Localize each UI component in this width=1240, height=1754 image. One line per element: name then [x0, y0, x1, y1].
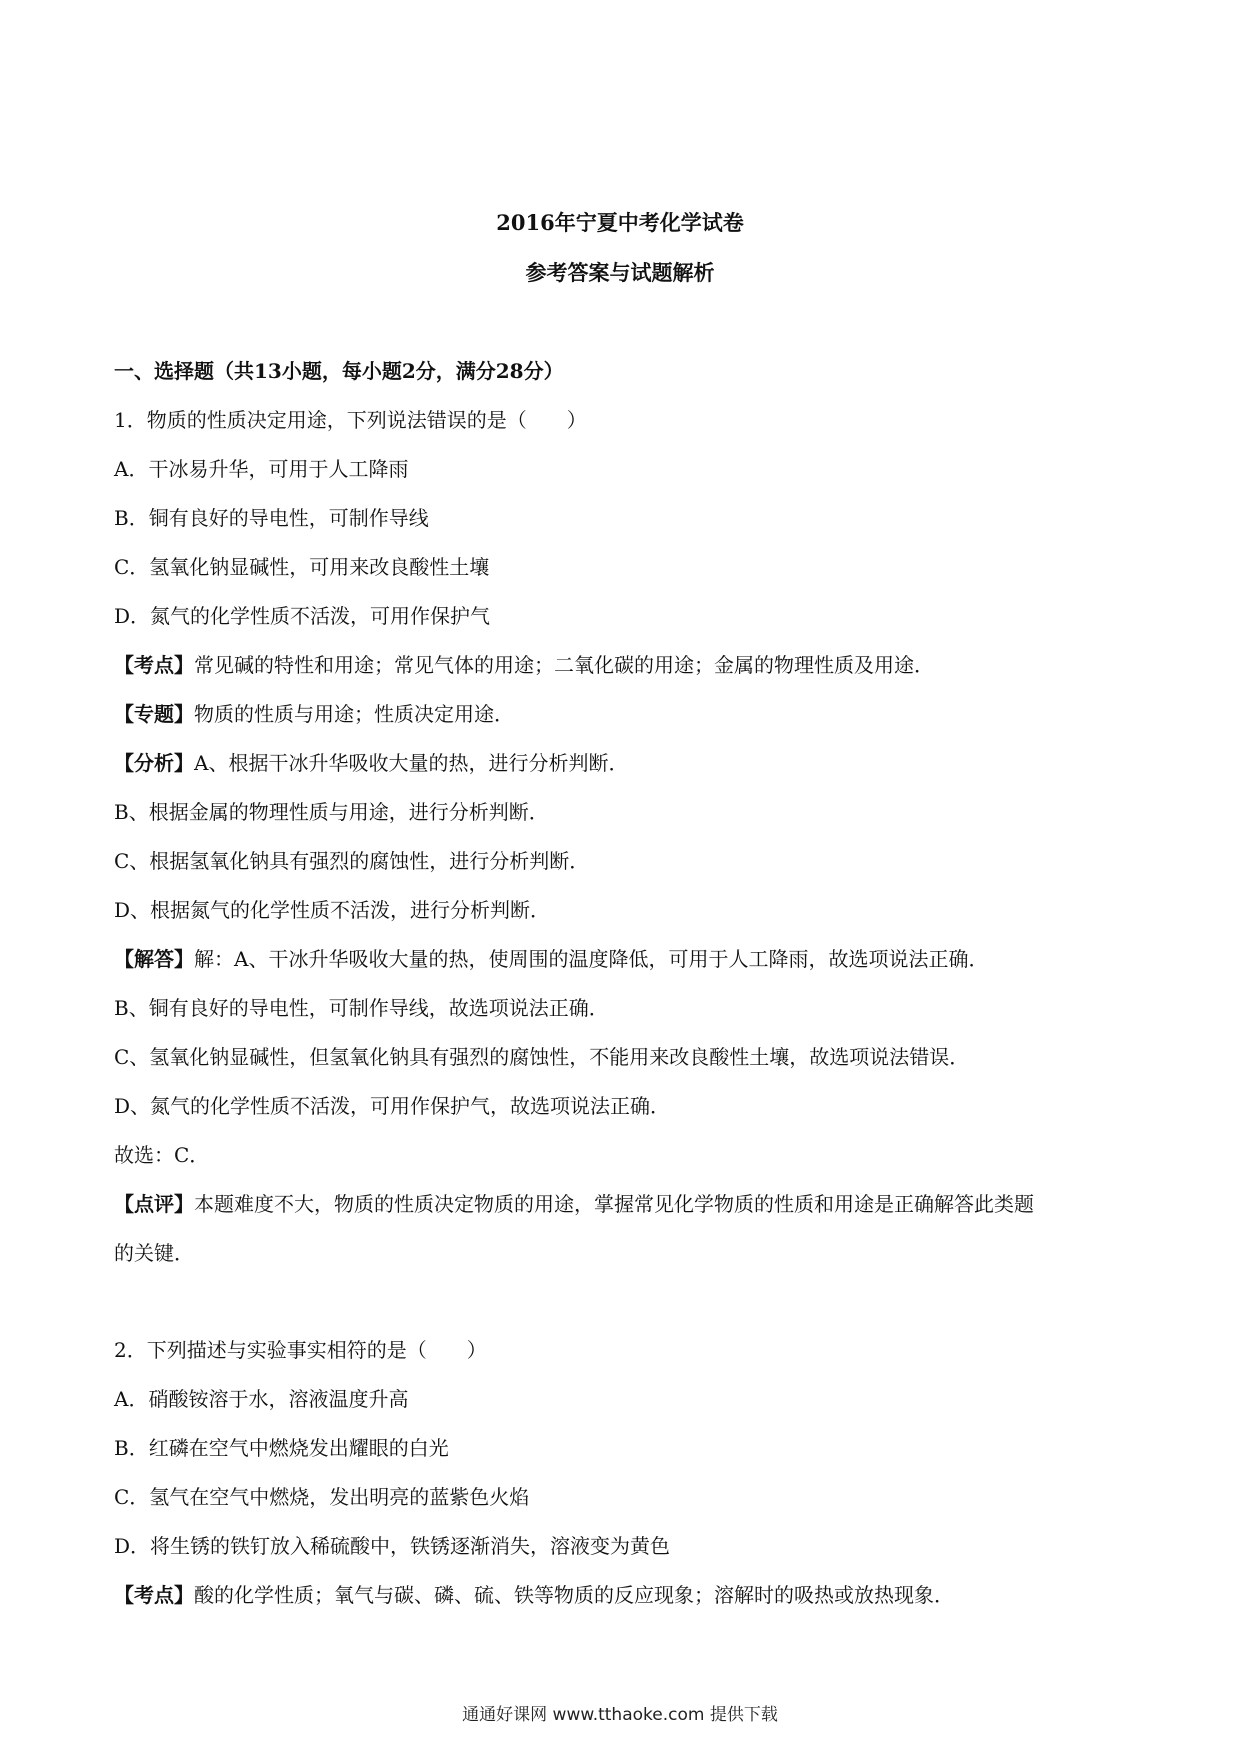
- q2-option-d: D．将生锈的铁钉放入稀硫酸中，铁锈逐渐消失，溶液变为黄色: [114, 1534, 671, 1558]
- q1-fenxi-b: B、根据金属的物理性质与用途，进行分析判断．: [114, 800, 549, 824]
- document-subtitle: 参考答案与试题解析: [525, 260, 715, 285]
- q1-fenxi: [114, 747, 628, 776]
- q2-stem: 2．下列描述与实验事实相符的是（ ）: [114, 1338, 487, 1362]
- kaodian-label: 【考点】: [114, 653, 194, 677]
- fenxi-text: A、根据干冰升华吸收大量的热，进行分析判断．: [194, 751, 629, 775]
- dianping-label: 【点评】: [114, 1192, 194, 1216]
- q1-jieda-b: B、铜有良好的导电性，可制作导线，故选项说法正确．: [114, 996, 609, 1020]
- q1-option-b: B．铜有良好的导电性，可制作导线: [114, 506, 429, 530]
- zhuanti-label: 【专题】: [114, 702, 194, 726]
- q1-dianping-cont: 的关键．: [114, 1241, 194, 1265]
- q2-option-a: A．硝酸铵溶于水，溶液温度升高: [114, 1387, 409, 1411]
- dianping-text: 本题难度不大，物质的性质决定物质的用途，掌握常见化学物质的性质和用途是正确解答此类题: [194, 1192, 1034, 1216]
- q1-answer: 故选：C．: [114, 1143, 210, 1167]
- q1-option-a: A．干冰易升华，可用于人工降雨: [114, 457, 409, 481]
- zhuanti-text: 物质的性质与用途；性质决定用途．: [194, 702, 514, 726]
- q1-kaodian: [114, 649, 934, 678]
- q2-option-b: B．红磷在空气中燃烧发出耀眼的白光: [114, 1436, 449, 1460]
- q1-fenxi-c: C、根据氢氧化钠具有强烈的腐蚀性，进行分析判断．: [114, 849, 590, 873]
- q2-kaodian-text: 酸的化学性质；氧气与碳、磷、硫、铁等物质的反应现象；溶解时的吸热或放热现象．: [194, 1583, 954, 1607]
- q1-dianping: [114, 1188, 1034, 1217]
- q2-kaodian-label: 【考点】: [114, 1583, 194, 1607]
- jieda-text: 解：A、干冰升华吸收大量的热，使周围的温度降低，可用于人工降雨，故选项说法正确．: [194, 947, 989, 971]
- page-footer: 通通好课网 www.tthaoke.com 提供下载: [462, 1705, 778, 1725]
- document-title: 2016年宁夏中考化学试卷: [496, 210, 744, 235]
- q1-zhuanti: [114, 698, 514, 727]
- jieda-label: 【解答】: [114, 947, 194, 971]
- q2-option-c: C．氢气在空气中燃烧，发出明亮的蓝紫色火焰: [114, 1485, 530, 1509]
- kaodian-text: 常见碱的特性和用途；常见气体的用途；二氧化碳的用途；金属的物理性质及用途．: [194, 653, 934, 677]
- fenxi-label: 【分析】: [114, 751, 194, 775]
- q1-fenxi-d: D、根据氮气的化学性质不活泼，进行分析判断．: [114, 898, 551, 922]
- q1-jieda-c: C、氢氧化钠显碱性，但氢氧化钠具有强烈的腐蚀性，不能用来改良酸性土壤，故选项说法错误．: [114, 1045, 970, 1069]
- q1-option-c: C．氢氧化钠显碱性，可用来改良酸性土壤: [114, 555, 490, 579]
- q1-jieda: [114, 943, 988, 972]
- q2-kaodian: [114, 1579, 954, 1608]
- q1-stem: 1．物质的性质决定用途，下列说法错误的是（ ）: [114, 408, 587, 432]
- q1-option-d: D．氮气的化学性质不活泼，可用作保护气: [114, 604, 491, 628]
- section-heading: 一、选择题（共13小题，每小题2分，满分28分）: [114, 359, 564, 383]
- q1-jieda-d: D、氮气的化学性质不活泼，可用作保护气，故选项说法正确．: [114, 1094, 671, 1118]
